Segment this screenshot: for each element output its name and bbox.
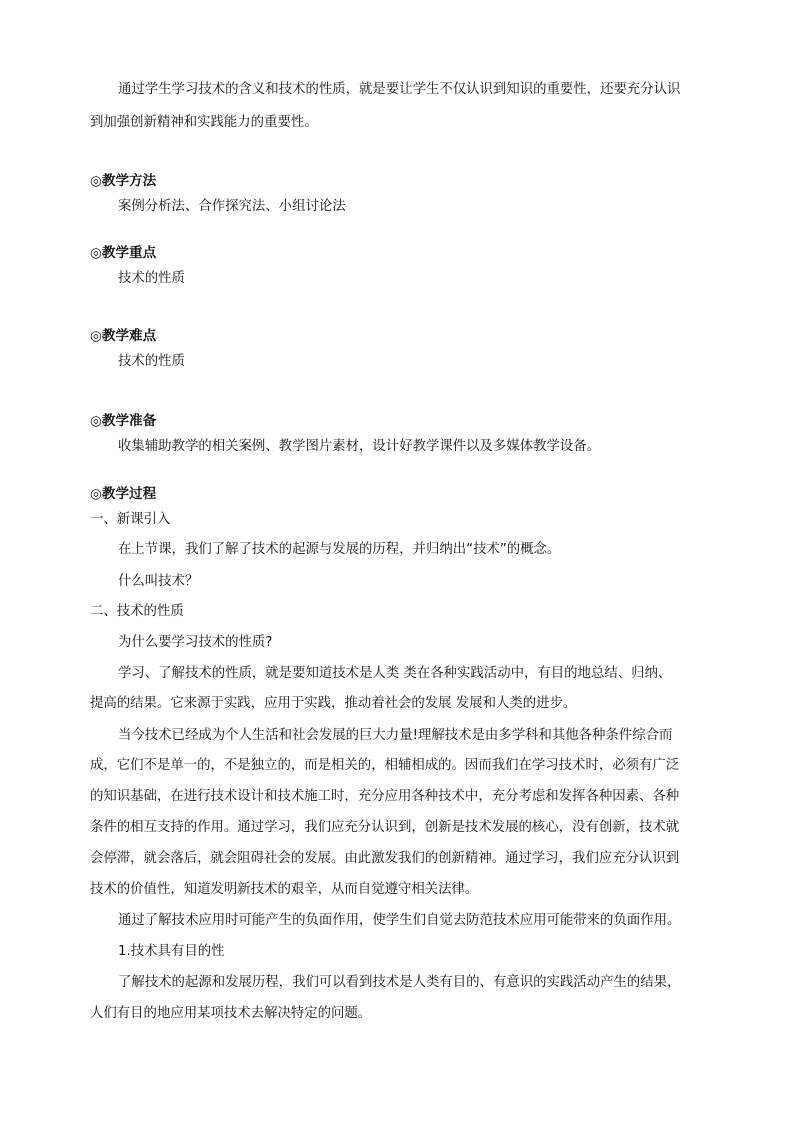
paragraph-4-line-1: 当今技术已经成为个人生活和社会发展的巨大力量!理解技术是由多学科和其他各种条件综合而 [118, 728, 673, 743]
paragraph-6-line-1: 了解技术的起源和发展历程，我们可以看到技术是人类有目的、有意识的实践活动产生的结果， [118, 975, 681, 990]
paragraph-4-line-5: 会停滞，就会落后，就会阻碍社会的发展。由此激发我们的创新精神。通过学习，我们应充分认识到 [90, 851, 680, 866]
paragraph-3-line-1: 学习、了解技术的性质，就是要知道技术是人类 类在各种实践活动中，有目的地总结、归纳、 [118, 666, 672, 681]
subsection-1-title: 1.技术具有目的性 [118, 944, 225, 959]
section-heading-method: ◎教学方法 [90, 173, 157, 189]
paragraph-4-line-3: 的知识基础，在进行技术设计和技术施工时，充分应用各种技术中，充分考虑和发挥各种因素、各种 [90, 789, 680, 804]
process-part2-title: 二、技术的性质 [90, 604, 184, 619]
section-heading-process: ◎教学过程 [90, 486, 157, 502]
paragraph-4-line-6: 技术的价值性，知道发明新技术的艰辛，从而自觉遵守相关法律。 [90, 882, 479, 897]
process-part1-title: 一、新课引入 [90, 512, 171, 527]
section-heading-prep: ◎教学准备 [90, 413, 157, 429]
section-body-method: 案例分析法、合作探究法、小组讨论法 [118, 199, 346, 214]
intro-line-1: 通过学生学习技术的含义和技术的性质，就是要让学生不仅认识到知识的重要性，还要充分认识 [118, 82, 681, 97]
process-part1-question: 什么叫技术？ [118, 574, 199, 589]
section-body-difficulty: 技术的性质 [118, 354, 185, 369]
section-body-key: 技术的性质 [118, 271, 185, 286]
paragraph-4-line-4: 条件的相互支持的作用。通过学习，我们应充分认识到，创新是技术发展的核心，没有创新，技术就 [90, 820, 680, 835]
section-body-prep: 收集辅助教学的相关案例、教学图片素材，设计好教学课件以及多媒体教学设备。 [118, 439, 601, 454]
paragraph-3-line-2: 提高的结果。它来源于实践，应用于实践，推动着社会的发展 发展和人类的进步。 [90, 696, 577, 711]
section-heading-key: ◎教学重点 [90, 245, 157, 261]
process-part1-paragraph: 在上节课，我们了解了技术的起源与发展的历程，并归纳出“技术”的概念。 [118, 542, 561, 557]
section-heading-difficulty: ◎教学难点 [90, 328, 157, 344]
process-part2-question: 为什么要学习技术的性质? [118, 635, 273, 650]
intro-line-2: 到加强创新精神和实践能力的重要性。 [90, 115, 318, 130]
paragraph-6-line-2: 人们有目的地应用某项技术去解决特定的问题。 [90, 1006, 372, 1021]
paragraph-4-line-2: 成，它们不是单一的，不是独立的，而是相关的，相辅相成的。因而我们在学习技术时，必须有广泛 [90, 758, 680, 773]
paragraph-5-line-1: 通过了解技术应用时可能产生的负面作用，使学生们自觉去防范技术应用可能带来的负面作用。 [118, 913, 681, 928]
